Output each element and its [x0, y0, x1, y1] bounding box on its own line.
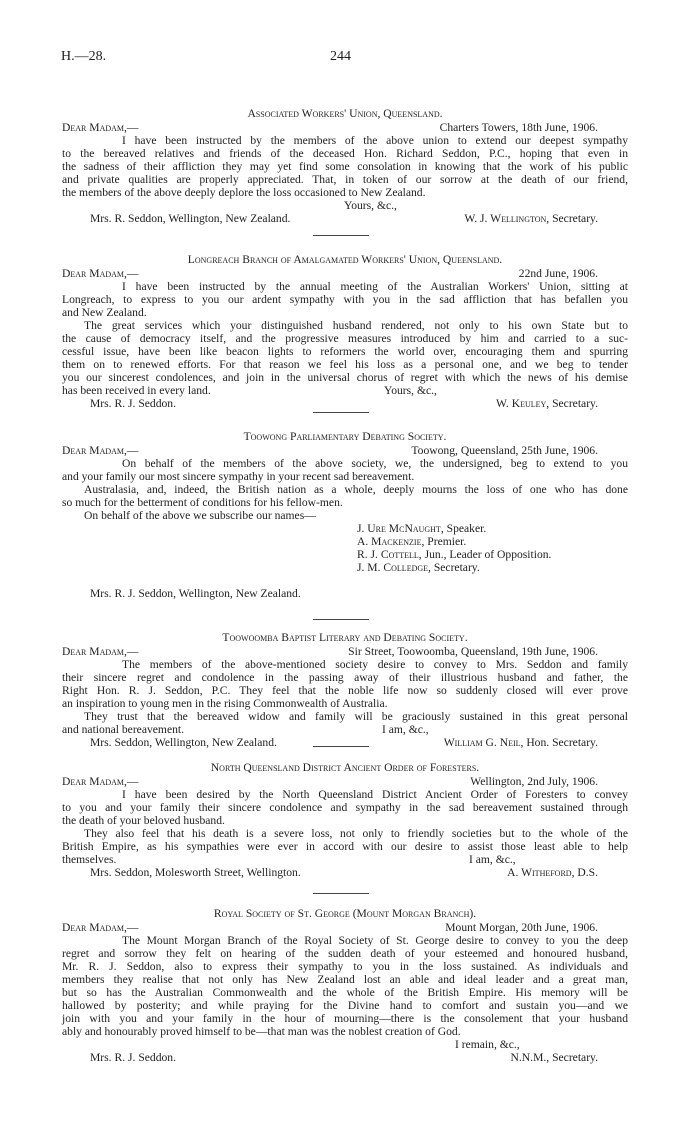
- text-line: to the bereaved relatives and friends of the deceased Hon. Richard Seddon, P.C., hoping that even in: [62, 147, 628, 160]
- signature-name: A. Witheford: [507, 866, 572, 879]
- signatory-name: R. J. Cottell: [357, 548, 419, 561]
- letter-heading: North Queensland District Ancient Order of Foresters.: [210, 761, 480, 774]
- place-date: Charters Towers, 18th June, 1906.: [439, 121, 598, 134]
- signature: [444, 736, 598, 749]
- addressee-row: [62, 397, 628, 410]
- signatory: [357, 548, 628, 561]
- text-line: them on to renewed efforts. For that reason we feel his loss as a personal one, and we beg to tender: [62, 358, 628, 371]
- salutation-row: [62, 121, 628, 134]
- letter: [62, 107, 628, 225]
- text-line: regret and sorrow they felt on hearing of the sudden death of your esteemed and honoured husband,: [62, 947, 628, 960]
- text-line: and New Zealand.: [62, 306, 147, 319]
- document-reference: H.—28.: [61, 49, 107, 64]
- closing: Yours, &c.,: [344, 199, 397, 212]
- paragraph: [62, 483, 628, 509]
- signature-role: , Hon. Secretary.: [520, 736, 598, 749]
- signature-name: N.N.M.: [510, 1051, 547, 1064]
- addressee-row: [62, 212, 628, 225]
- addressee-row: [62, 587, 628, 600]
- salutation: Dear Madam,—: [62, 775, 139, 788]
- signatory: [357, 561, 628, 574]
- salutation-row: [62, 444, 628, 457]
- text-line: Australasia, and, indeed, the British nation as a whole, deeply mourns the loss of one who has done: [84, 483, 628, 496]
- addressee-row: [62, 866, 628, 879]
- place-date: Mount Morgan, 20th June, 1906.: [445, 921, 598, 934]
- salutation: Dear Madam,—: [62, 921, 139, 934]
- signature-name: W. Keuley: [496, 397, 547, 410]
- salutation: Dear Madam,—: [62, 267, 139, 280]
- salutation: Dear Madam,—: [62, 121, 139, 134]
- signature: [496, 397, 598, 410]
- text-line: British Empire, as his sympathies were ever in accord with our desire to assist those least able to help: [62, 840, 628, 853]
- closing-row: [62, 1038, 628, 1051]
- letter-heading: Longreach Branch of Amalgamated Workers' Union, Queensland.: [187, 253, 503, 266]
- addressee: Mrs. R. Seddon, Wellington, New Zealand.: [90, 212, 291, 225]
- addressee-row: [62, 1051, 628, 1064]
- text-line: members they realise that not only has New Zealand lost an able and ideal leader and a great man,: [62, 973, 628, 986]
- letter: [62, 907, 628, 1064]
- letter-heading: Toowong Parliamentary Debating Society.: [243, 430, 447, 443]
- signatory-role: , Jun., Leader of Opposition.: [418, 548, 552, 561]
- closing: I am, &c.,: [382, 723, 429, 736]
- text-line: and national bereavement. I am, &c.,: [62, 723, 429, 736]
- text-line: so much for the betterment of conditions for his fellow-men.: [62, 496, 343, 509]
- letter: [62, 631, 628, 749]
- paragraph: [62, 788, 628, 827]
- signature-role: , Secretary.: [546, 397, 598, 410]
- spacer: [62, 574, 628, 587]
- paragraph: [62, 710, 628, 736]
- text-line: ably and honourably proved himself to be—that man was the noblest creation of God.: [62, 1025, 461, 1038]
- text-line: the sadness of their affliction they may yet find some consolation in knowing that the work of his public: [62, 160, 628, 173]
- signatory-name: J. M. Colledge: [357, 561, 429, 574]
- signature: [464, 212, 598, 225]
- text-line: I have been instructed by the annual meeting of the Australian Workers' Union, sitting at: [122, 280, 628, 293]
- text-line: The members of the above-mentioned society desire to convey to Mrs. Seddon and family: [122, 658, 628, 671]
- signatory: [357, 535, 628, 548]
- text-line: The Mount Morgan Branch of the Royal Society of St. George desire to convey to you the deep: [122, 934, 628, 947]
- salutation: Dear Madam,—: [62, 645, 139, 658]
- page-number: 244: [330, 49, 351, 64]
- signature-name: William G. Neil: [443, 736, 521, 749]
- text-line: cessful issue, have been like beacon lights to reformers the world over, encouraging them and spurring: [62, 345, 628, 358]
- text-line: I have been desired by the North Queensland District Ancient Order of Foresters to convey: [122, 788, 628, 801]
- text-line: They trust that the bereaved widow and family will be graciously sustained in this great personal: [84, 710, 628, 723]
- signature-role: , D.S.: [571, 866, 598, 879]
- addressee: Mrs. Seddon, Molesworth Street, Wellington.: [90, 866, 301, 879]
- paragraph: [62, 509, 628, 522]
- paragraph: [62, 457, 628, 483]
- section-divider: [313, 893, 369, 894]
- place-date: Wellington, 2nd July, 1906.: [470, 775, 598, 788]
- text-line: has been received in every land. Yours, &c.,: [62, 384, 437, 397]
- paragraph: [62, 280, 628, 319]
- signatories: [357, 522, 628, 574]
- text-line: Mr. R. J. Seddon, also to express their sympathy to you in the loss sustained. As individuals and: [62, 960, 628, 973]
- section-divider: [313, 746, 369, 747]
- salutation-row: [62, 921, 628, 934]
- signatory-name: J. Ure McNaught: [357, 522, 441, 535]
- paragraph: [62, 934, 628, 1038]
- text-line: their sincere regret and condolence in the passing away of their illustrious husband and father, the: [62, 671, 628, 684]
- letter: [62, 430, 628, 600]
- salutation-row: [62, 267, 628, 280]
- addressee-row: [62, 736, 628, 749]
- signatory-role: , Premier.: [421, 535, 467, 548]
- signatory: [357, 522, 628, 535]
- addressee: Mrs. Seddon, Wellington, New Zealand.: [90, 736, 277, 749]
- signatory-name: A. Mackenzie: [357, 535, 422, 548]
- addressee: Mrs. R. J. Seddon.: [90, 1051, 176, 1064]
- place-date: Sir Street, Toowoomba, Queensland, 19th June, 1906.: [348, 645, 598, 658]
- signature-name: W. J. Wellington: [464, 212, 547, 225]
- signatory-role: , Secretary.: [428, 561, 480, 574]
- text-line: I have been instructed by the members of the above union to extend our deepest sympathy: [122, 134, 628, 147]
- paragraph: [62, 827, 628, 866]
- section-divider: [313, 619, 369, 620]
- text-line: to you and your family their sincere condolence and sympathy in the sad bereavement sustained through: [62, 801, 628, 814]
- section-divider: [313, 412, 369, 413]
- letter: [62, 761, 628, 879]
- text-line: an inspiration to young men in the rising Commonwealth of Australia.: [62, 697, 388, 710]
- letter-heading: Toowoomba Baptist Literary and Debating Society.: [222, 631, 468, 644]
- signatory-role: , Speaker.: [440, 522, 487, 535]
- text-line: and private qualities are properly appreciated. That, in token of our sorrow at the death of our friend,: [62, 173, 628, 186]
- text-line: The great services which your distinguished husband rendered, not only to his own State but to: [84, 319, 628, 332]
- letter-heading: Royal Society of St. George (Mount Morgan Branch).: [213, 907, 477, 920]
- text-line: the members of the above deeply deplore the loss occasioned to New Zealand.: [62, 186, 426, 199]
- letter-heading: Associated Workers' Union, Queensland.: [247, 107, 443, 120]
- text-line: hallowed by posterity; and while praying for the Divine hand to comfort and sustain you—and we: [62, 999, 628, 1012]
- closing-row: [62, 199, 628, 212]
- text-line: the cause of democracy itself, and the progressive measures introduced by him and carried to a suc-: [62, 332, 628, 345]
- addressee: Mrs. R. J. Seddon, Wellington, New Zealand.: [90, 587, 301, 600]
- letter: [62, 253, 628, 410]
- text-line: the death of your beloved husband.: [62, 814, 225, 827]
- closing: I am, &c.,: [469, 853, 516, 866]
- text-line: but so has the Australian Commonwealth and the whole of the British Empire. His memory will be: [62, 986, 628, 999]
- signature-role: , Secretary.: [546, 1051, 598, 1064]
- salutation-row: [62, 775, 628, 788]
- text-line: Longreach, to express to you our ardent sympathy with you in the sad affliction that has befallen you: [62, 293, 628, 306]
- text-line: join with you and your family in the hour of mourning—there is the consolement that your husband: [62, 1012, 628, 1025]
- signature: [507, 866, 598, 879]
- text-line: On behalf of the members of the above society, we, the undersigned, beg to extend to you: [122, 457, 628, 470]
- text-line: On behalf of the above we subscribe our names—: [84, 509, 316, 522]
- place-date: 22nd June, 1906.: [518, 267, 598, 280]
- signature-role: , Secretary.: [546, 212, 598, 225]
- text-line: They also feel that his death is a severe loss, not only to friendly societies but to the whole of the: [84, 827, 628, 840]
- salutation-row: [62, 645, 628, 658]
- section-divider: [313, 235, 369, 236]
- signature: [511, 1051, 598, 1064]
- text-line: you our sincerest condolences, and join in the universal chorus of regret with which the news of his demise: [62, 371, 628, 384]
- addressee: Mrs. R. J. Seddon.: [90, 397, 176, 410]
- paragraph: [62, 319, 628, 397]
- text-line: themselves. I am, &c.,: [62, 853, 516, 866]
- paragraph: [62, 134, 628, 199]
- place-date: Toowong, Queensland, 25th June, 1906.: [411, 444, 598, 457]
- closing: I remain, &c.,: [455, 1038, 520, 1051]
- closing: Yours, &c.,: [384, 384, 437, 397]
- text-line: Right Hon. R. J. Seddon, P.C. They feel that the noble life now so suddenly closed will ever prove: [62, 684, 628, 697]
- paragraph: [62, 658, 628, 710]
- salutation: Dear Madam,—: [62, 444, 139, 457]
- text-line: and your family our most sincere sympathy in your recent sad bereavement.: [62, 470, 415, 483]
